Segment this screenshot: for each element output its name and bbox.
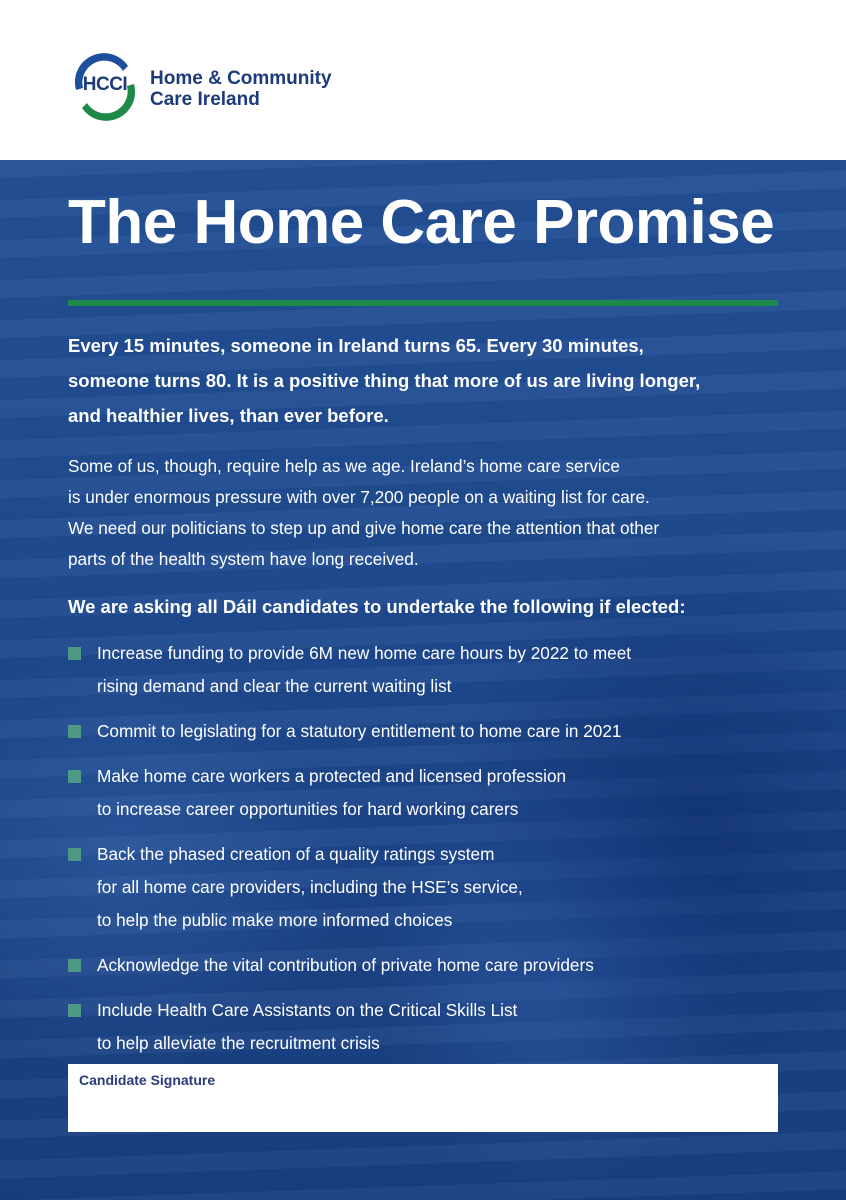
signature-label: Candidate Signature [79,1072,216,1088]
commitment-line: Acknowledge the vital contribution of private home care providers [97,955,594,975]
promise-content [68,160,778,1072]
hcci-logo [68,50,358,124]
square-bullet-icon [68,725,81,738]
commitment-line: to help the public make more informed choices [97,910,453,930]
commitment-item [68,760,778,826]
lead-paragraph [68,328,778,433]
lead-line: someone turns 80. It is a positive thing that more of us are living longer, [68,370,701,391]
commitment-line: rising demand and clear the current waiting list [97,676,452,696]
commitment-item [68,637,778,703]
square-bullet-icon [68,647,81,660]
commitment-list [68,637,778,1060]
ask-heading: We are asking all Dáil candidates to undertake the following if elected: [68,596,686,617]
square-bullet-icon [68,959,81,972]
square-bullet-icon [68,1004,81,1017]
commitment-line: to increase career opportunities for hard working carers [97,799,519,819]
commitment-line: Back the phased creation of a quality ratings system [97,844,495,864]
commitment-item [68,838,778,937]
body-line: is under enormous pressure with over 7,200 people on a waiting list for care. [68,487,650,507]
page-title: The Home Care Promise [68,188,775,257]
organisation-name-line-2: Care Ireland [150,89,260,110]
square-bullet-icon [68,770,81,783]
commitment-line: Commit to legislating for a statutory entitlement to home care in 2021 [97,721,622,741]
candidate-signature-field[interactable] [68,1064,778,1132]
body-line: parts of the health system have long received. [68,549,419,569]
body-line: Some of us, though, require help as we age. Ireland’s home care service [68,456,620,476]
promise-panel [0,160,846,1200]
commitment-line: Make home care workers a protected and licensed profession [97,766,567,786]
lead-line: Every 15 minutes, someone in Ireland turns 65. Every 30 minutes, [68,335,644,356]
organisation-name [150,68,332,110]
logo-acronym: HCCI [82,74,128,95]
title-divider [68,300,778,306]
commitment-item [68,715,778,748]
commitment-item [68,994,778,1060]
commitment-line: to help alleviate the recruitment crisis [97,1033,380,1053]
commitment-item [68,949,778,982]
commitment-line: Increase funding to provide 6M new home care hours by 2022 to meet [97,643,632,663]
commitment-line: Include Health Care Assistants on the Critical Skills List [97,1000,518,1020]
commitment-line: for all home care providers, including the HSE’s service, [97,877,523,897]
square-bullet-icon [68,848,81,861]
body-paragraph [68,451,778,575]
organisation-name-line-1: Home & Community [150,68,332,89]
body-line: We need our politicians to step up and give home care the attention that other [68,518,660,538]
lead-line: and healthier lives, than ever before. [68,405,389,426]
header [0,0,846,160]
caring-hands-logo-icon [68,50,142,124]
